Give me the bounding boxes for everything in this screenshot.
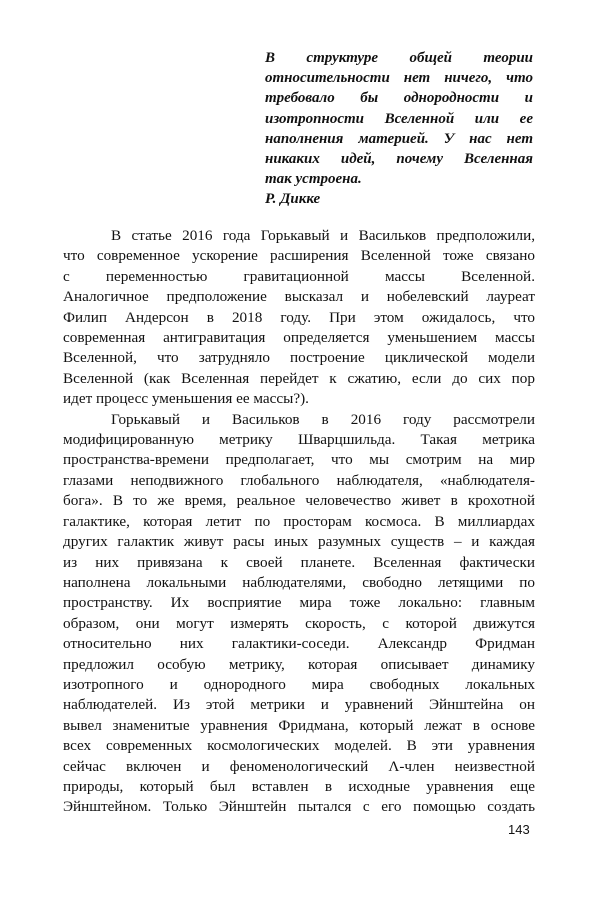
- text-line: из них привязана к своей планете. Вселенная фактически: [63, 553, 535, 571]
- page-number: 143: [508, 822, 530, 837]
- text-line: с переменностью гравитационной массы Вселенной.: [63, 267, 535, 285]
- text-line: наблюдателей. Из этой метрики и уравнений Эйнштейна он: [63, 696, 535, 714]
- body-text: [63, 226, 535, 818]
- epigraph-line: никаких идей, почему Вселенная: [265, 151, 533, 168]
- paragraph-1: [63, 226, 535, 410]
- epigraph-line: так устроена.: [265, 171, 362, 188]
- text-line: наполнена локальными наблюдателями, свободно летящими по: [63, 573, 535, 591]
- epigraph-author: Р. Дикке: [265, 191, 321, 208]
- text-line: Горькавый и Васильков в 2016 году рассмотрели: [111, 410, 535, 428]
- text-line: что современное ускорение расширения Вселенной тоже связано: [63, 247, 535, 265]
- epigraph-line: требовало бы однородности и: [265, 90, 533, 107]
- text-line: пространству. Их восприятие мира тоже локально: главным: [63, 594, 535, 612]
- text-line: всех современных космологических моделей. В эти уравнения: [63, 737, 535, 755]
- text-line: относительно них галактики-соседи. Александр Фридман: [63, 635, 535, 653]
- text-line: Филип Андерсон в 2018 году. При этом ожидалось, что: [63, 308, 535, 326]
- text-line: сейчас включен и феноменологический Λ-член неизвестной: [63, 757, 535, 775]
- epigraph: [265, 48, 533, 210]
- epigraph-line: наполнения материей. У нас нет: [265, 130, 533, 147]
- text-line: бога». В то же время, реальное человечество живет в крохотной: [63, 492, 535, 510]
- text-line: изотропного и однородного мира свободных локальных: [63, 675, 535, 693]
- text-line: модифицированную метрику Шварцшильда. Такая метрика: [63, 431, 535, 449]
- text-line: образом, они могут измерять скорость, с которой движутся: [63, 614, 535, 632]
- text-line: предложил особую метрику, которая описывает динамику: [63, 655, 535, 673]
- text-line: современная антигравитация определяется уменьшением массы: [63, 329, 535, 347]
- text-line: галактике, которая летит по просторам космоса. В миллиардах: [63, 512, 535, 530]
- text-line: других галактик живут расы иных разумных существ – и каждая: [63, 533, 535, 551]
- paragraph-2: [63, 410, 535, 818]
- text-line: Аналогичное предположение высказал и нобелевский лауреат: [63, 288, 535, 306]
- text-line: пространства-времени предполагает, что мы смотрим на мир: [63, 451, 535, 469]
- text-line: глазами неподвижного глобального наблюдателя, «наблюдателя-: [63, 471, 535, 489]
- text-line: Вселенной (как Вселенная перейдет к сжатию, если до сих пор: [63, 369, 535, 387]
- text-line: природы, который был вставлен в исходные уравнения еще: [63, 777, 535, 795]
- text-line: Вселенной, что затрудняло построение циклической модели: [63, 349, 535, 367]
- text-line: Эйнштейном. Только Эйнштейн пытался с его помощью создать: [63, 798, 535, 816]
- text-line: идет процесс уменьшения ее массы?).: [63, 390, 309, 408]
- epigraph-line: изотропности Вселенной или ее: [265, 110, 533, 127]
- text-line: вывел знаменитые уравнения Фридмана, который лежат в основе: [63, 716, 535, 734]
- text-line: В статье 2016 года Горькавый и Васильков предположили,: [111, 227, 535, 244]
- epigraph-line: В структуре общей теории: [265, 50, 533, 66]
- epigraph-line: относительности нет ничего, что: [265, 70, 533, 87]
